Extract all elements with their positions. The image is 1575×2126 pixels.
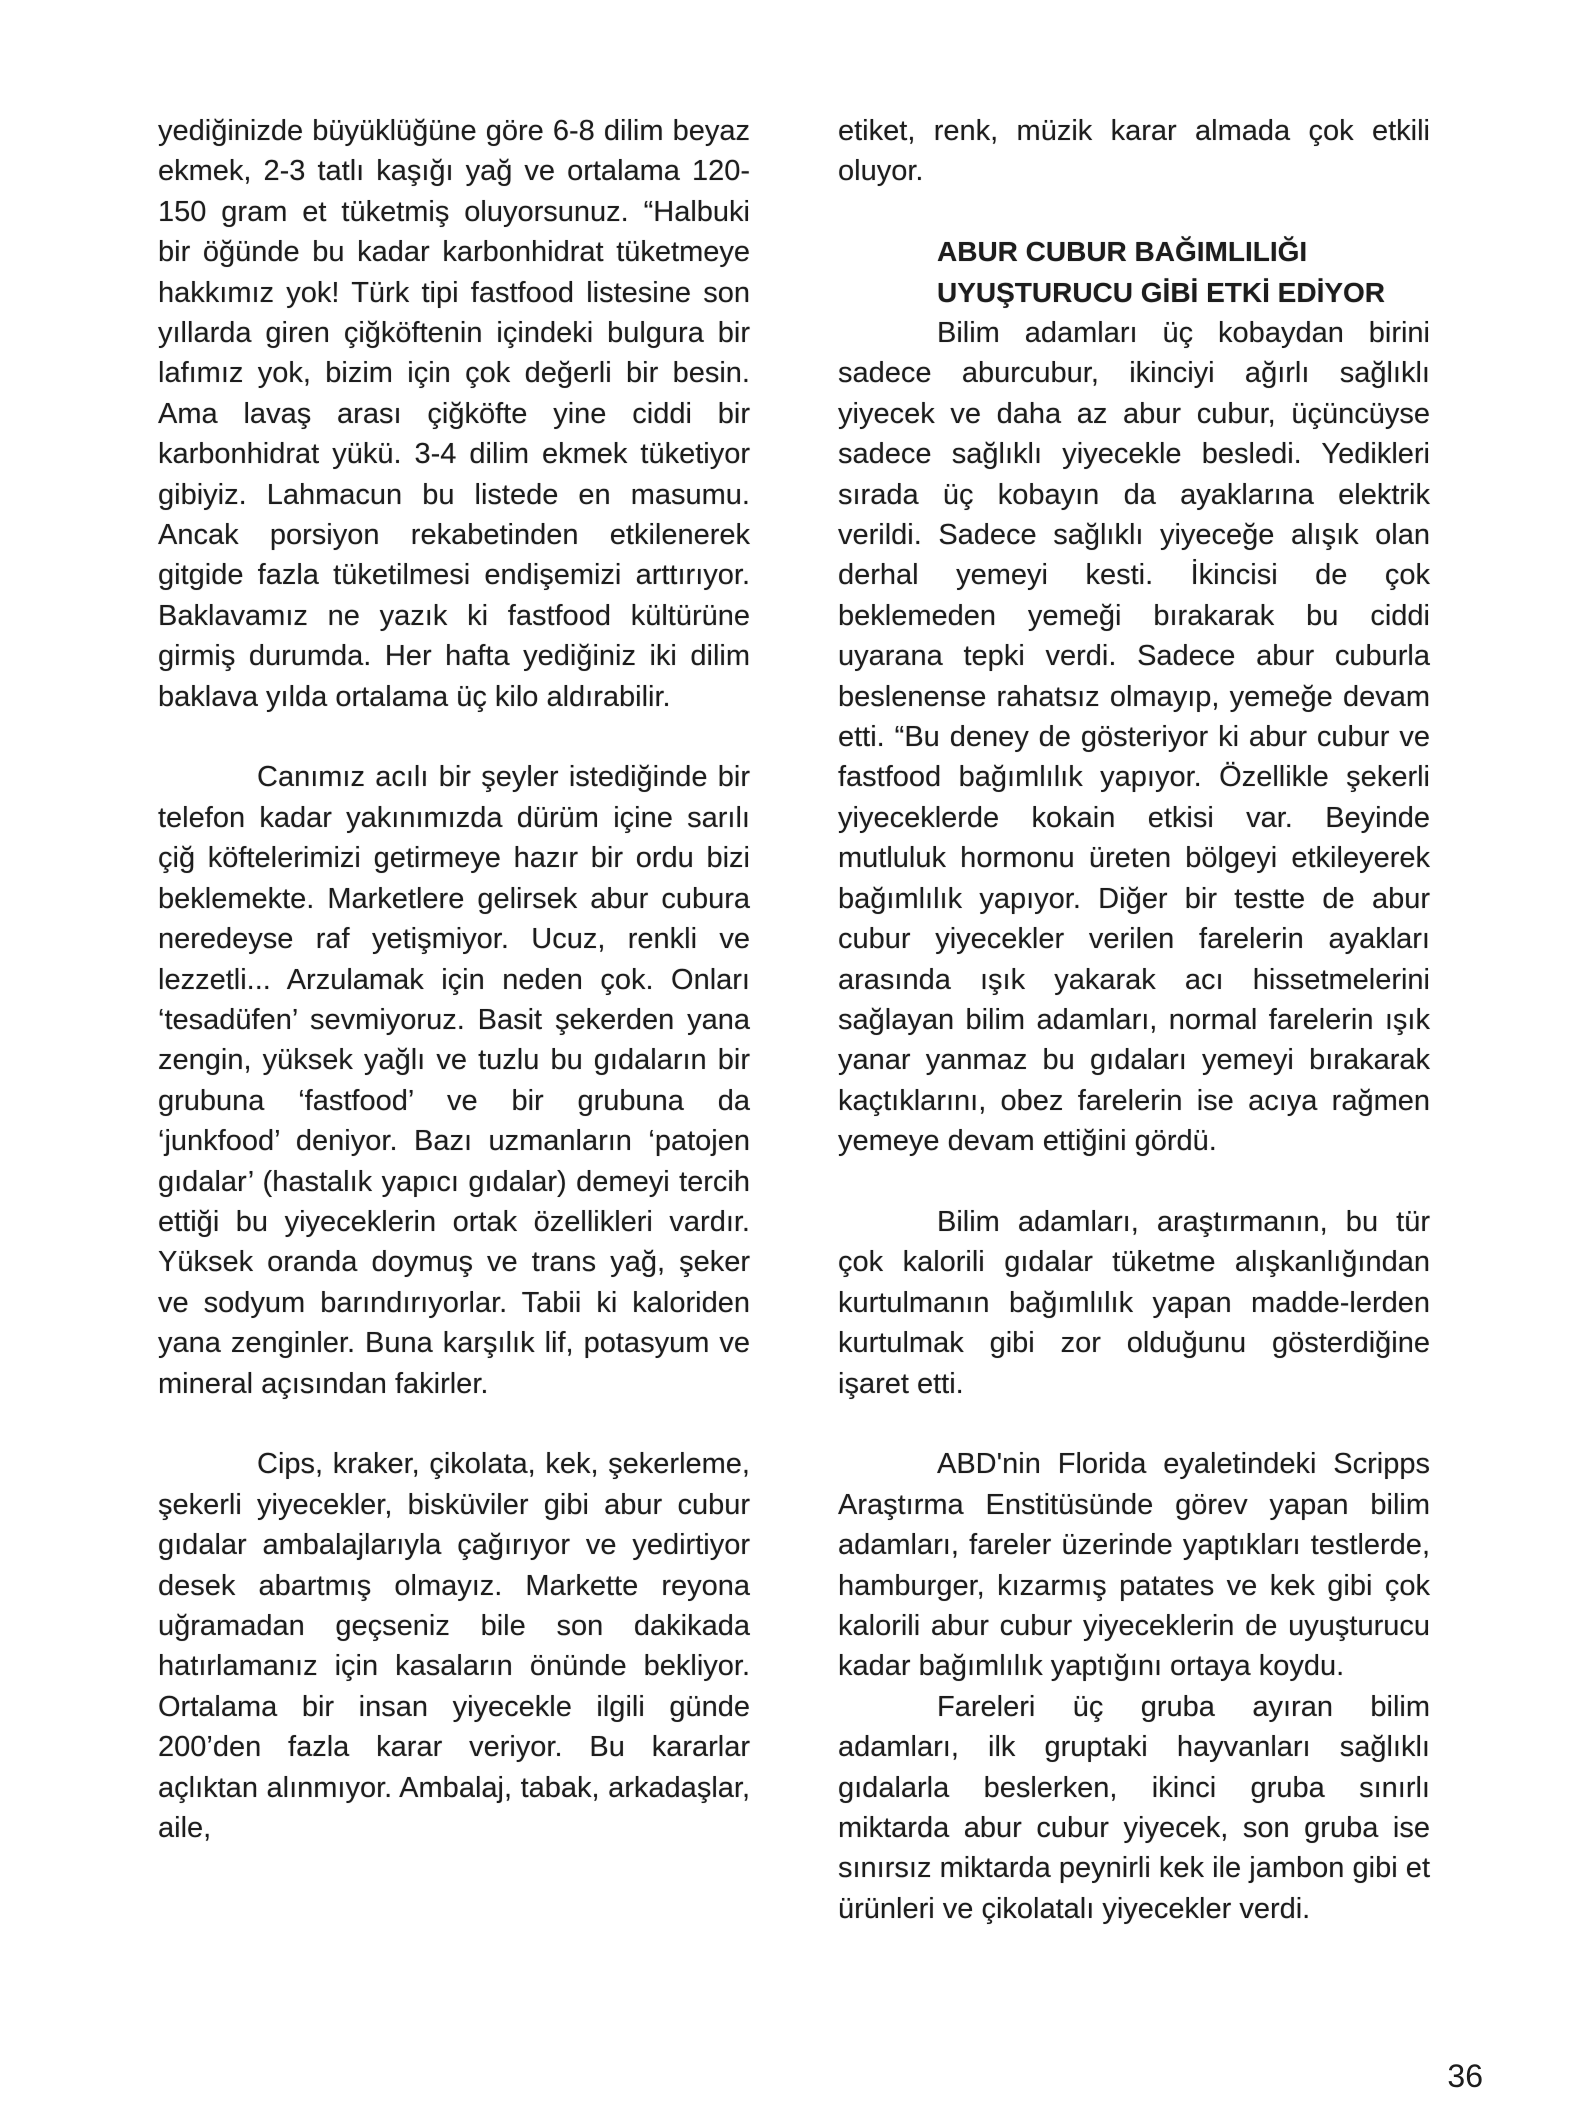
section-heading <box>838 232 1430 313</box>
page-number: 36 <box>1447 2058 1483 2094</box>
paragraph: etiket, renk, müzik karar almada çok etkili oluyor. <box>838 115 1430 188</box>
paragraph: Bilim adamları, araştırmanın, bu tür çok kalorili gıdalar tüketme alışkanlığından kurtulmanın bağımlılık yapan madde-lerden kurtulmak gibi zor olduğunu gösterdiğine işaret etti. <box>838 1205 1430 1400</box>
paragraph: Fareleri üç gruba ayıran bilim adamları, ilk gruptaki hayvanları sağlıklı gıdalarla beslerken, ikinci gruba sınırlı miktarda abur cubur yiyecek, son gruba ise sınırsız miktarda peynirli kek ile jambon gibi et ürünleri ve çikolatalı yiyecekler verdi. <box>838 1690 1430 1925</box>
paragraph: Canımız acılı bir şeyler istediğinde bir telefon kadar yakınımızda dürüm içine sarılı çiğ köftelerimizi getirmeye hazır bir ordu bizi beklemekte. Marketlere gelirsek abur cubura neredeyse raf yetişmiyor. Ucuz, renkli ve lezzetli... Arzulamak için neden çok. Onları ‘tesadüfen’ sevmiyoruz. Basit şekerden yana zengin, yüksek yağlı ve tuzlu bu gıdaların bir grubuna ‘fastfood’ ve bir grubuna da ‘junkfood’ deniyor. Bazı uzmanların ‘patojen gıdalar’ (hastalık yapıcı gıdalar) demeyi tercih ettiği bu yiyeceklerin ortak özellikleri vardır. Yüksek oranda doymuş ve trans yağ, şeker ve sodyum barındırıyorlar. Tabii ki kaloriden yana zenginler. Buna karşılık lif, potasyum ve mineral açısından fakirler. <box>158 761 750 1400</box>
paragraph: yediğinizde büyüklüğüne göre 6-8 dilim beyaz ekmek, 2-3 tatlı kaşığı yağ ve ortalama 120-150 gram et tüketmiş oluyorsunuz. “Halbuki bir öğünde bu kadar karbonhidrat tüketmeye hakkımız yok! Türk tipi fastfood listesine son yıllarda giren çiğköftenin içindeki bulgura bir lafımız yok, bizim için çok değerli bir besin. Ama lavaş arası çiğköfte yine ciddi bir karbonhidrat yükü. 3-4 dilim ekmek tüketiyor gibiyiz. Lahmacun bu listede en masumu. Ancak porsiyon rekabetinden etkilenerek gitgide fazla tüketilmesi endişemizi arttırıyor. Baklavamız ne yazık ki fastfood kültürüne girmiş durumda. Her hafta yediğiniz iki dilim baklava yılda ortalama üç kilo aldırabilir. <box>158 115 750 713</box>
section-heading-line-1: ABUR CUBUR BAĞIMLILIĞI <box>937 236 1308 268</box>
section-heading-line-2: UYUŞTURUCU GİBİ ETKİ EDİYOR <box>937 276 1386 308</box>
paragraph: ABD'nin Florida eyaletindeki Scripps Araştırma Enstitüsünde görev yapan bilim adamları, fareler üzerinde yaptıkları testlerde, hamburger, kızarmış patates ve kek gibi çok kalorili abur cubur yiyeceklerin de uyuşturucu kadar bağımlılık yaptığını ortaya koydu. <box>838 1448 1430 1683</box>
paragraph: Cips, kraker, çikolata, kek, şekerleme, şekerli yiyecekler, bisküviler gibi abur cubur gıdalar ambalajlarıyla çağırıyor ve yedirtiyor desek abartmış olmayız. Markette reyona uğramadan geçseniz bile son dakikada hatırlamanız için kasaların önünde bekliyor. Ortalama bir insan yiyecekle ilgili günde 200’den fazla karar veriyor. Bu kararlar açlıktan alınmıyor. Ambalaj, tabak, arkadaşlar, aile, <box>158 1448 750 1845</box>
paragraph: Bilim adamları üç kobaydan birini sadece aburcubur, ikinciyi ağırlı sağlıklı yiyecek ve daha az abur cubur, üçüncüyse sadece sağlıklı yiyecekle besledi. Yedikleri sırada üç kobayın da ayaklarına elektrik verildi. Sadece sağlıklı yiyeceğe alışık olan derhal yemeyi kesti. İkincisi de çok beklemeden yemeği bırakarak bu ciddi uyarana tepki verdi. Sadece abur cuburla beslenense rahatsız olmayıp, yemeğe devam etti. “Bu deney de gösteriyor ki abur cubur ve fastfood bağımlılık yapıyor. Özellikle şekerli yiyeceklerde kokain etkisi var. Beyinde mutluluk hormonu üreten bölgeyi etkileyerek bağımlılık yapıyor. Diğer bir testte de abur cubur yiyecekler verilen farelerin ayakları arasında ışık yakarak acı hissetmelerini sağlayan bilim adamları, normal farelerin ışık yanar yanmaz bu gıdaları yemeyi bırakarak kaçtıklarını, obez farelerin ise acıya rağmen yemeye devam ettiğini gördü. <box>838 317 1430 1158</box>
right-column <box>838 111 1430 1929</box>
left-column <box>158 111 750 1848</box>
